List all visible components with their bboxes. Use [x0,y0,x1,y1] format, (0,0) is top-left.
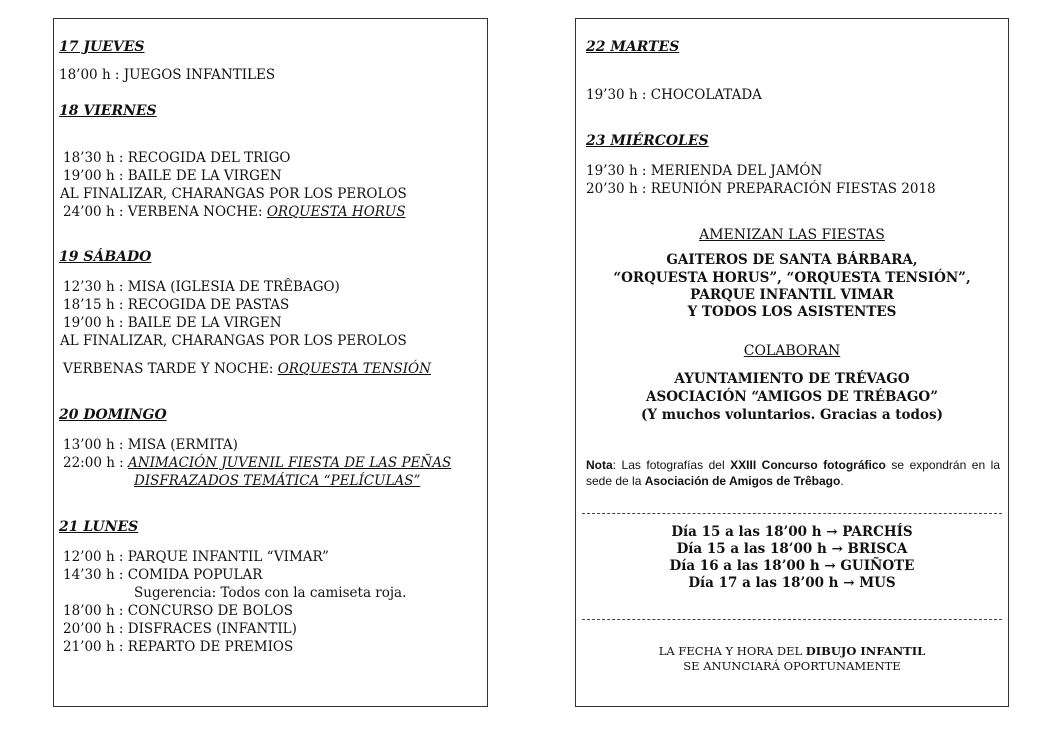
day-title-20: 20 DOMINGO [59,407,167,423]
event-line: 14’30 h : COMIDA POPULAR [63,567,263,583]
nota-label: Nota [586,458,613,472]
amenizan-heading: AMENIZAN LAS FIESTAS [699,227,885,243]
nota-association: Asociación de Amigos de Trêbago [644,474,841,488]
right-page [575,18,1009,707]
event-line: 20’30 h : REUNIÓN PREPARACIÓN FIESTAS 2018 [586,181,936,197]
event-line: 18’15 h : RECOGIDA DE PASTAS [63,297,290,313]
event-time-text: 24’00 h : VERBENA NOCHE: [63,204,267,220]
event-line: 18’30 h : RECOGIDA DEL TRIGO [63,150,291,166]
event-line: 19’30 h : MERIENDA DEL JAMÓN [586,163,823,179]
event-line: 20’00 h : DISFRACES (INFANTIL) [63,621,297,637]
event-line: 13’00 h : MISA (ERMITA) [63,437,238,453]
day-title-23: 23 MIÉRCOLES [586,133,709,149]
event-line: 18’00 h : CONCURSO DE BOLOS [63,603,293,619]
dibujo-line [576,644,1008,658]
day-title-21: 21 LUNES [59,519,139,535]
tournament-line: Día 15 a las 18’00 h → PARCHÍS [671,524,913,540]
colaboran-heading: COLABORAN [743,343,841,359]
event-line [63,204,406,220]
tournament-line: Día 17 a las 18’00 h → MUS [688,575,896,591]
event-line: 12’00 h : PARQUE INFANTIL “VIMAR” [63,549,329,565]
orchestra-name: ORQUESTA HORUS [266,204,406,220]
nota-paragraph [586,457,1000,489]
event-note: Sugerencia: Todos con la camiseta roja. [134,585,407,601]
amenizan-line: GAITEROS DE SANTA BÁRBARA, [666,252,918,268]
amenizan-line: Y TODOS LOS ASISTENTES [687,304,897,320]
colaboran-line: (Y muchos voluntarios. Gracias a todos) [641,407,943,423]
nota-text: se expondrán en la sede de la [586,458,1001,488]
event-line: 18’00 h : JUEGOS INFANTILES [59,67,276,83]
event-text: VERBENAS TARDE Y NOCHE: [63,361,278,377]
event-line: 21’00 h : REPARTO DE PREMIOS [63,639,294,655]
event-line [63,361,431,377]
nota-text: . [840,474,844,488]
day-title-19: 19 SÁBADO [59,249,152,265]
nota-text: : Las fotografías del [612,458,731,472]
event-line [63,455,451,471]
nota-contest: XXIII Concurso fotográfico [730,458,886,472]
colaboran-line: AYUNTAMIENTO DE TRÉVAGO [674,371,910,387]
dashed-divider [582,619,1002,620]
day-title-18: 18 VIERNES [59,103,157,119]
orchestra-name: ORQUESTA TENSIÓN [277,361,431,377]
dibujo-line: SE ANUNCIARÁ OPORTUNAMENTE [683,659,901,673]
amenizan-line: “ORQUESTA HORUS”, “ORQUESTA TENSIÓN”, [613,270,971,286]
tournament-line: Día 15 a las 18’00 h → BRISCA [676,541,908,557]
event-line: AL FINALIZAR, CHARANGAS POR LOS PEROLOS [60,333,407,349]
dashed-divider [582,513,1002,514]
day-title-22: 22 MARTES [586,39,680,55]
event-line: 19’00 h : BAILE DE LA VIRGEN [63,168,282,184]
dibujo-text: LA FECHA Y HORA DEL [658,644,806,658]
event-line: 19’00 h : BAILE DE LA VIRGEN [63,315,282,331]
event-highlight: DISFRAZADOS TEMÁTICA “PELÍCULAS” [134,473,421,489]
event-line: 19’30 h : CHOCOLATADA [586,87,762,103]
tournament-line: Día 16 a las 18’00 h → GUIÑOTE [669,558,915,574]
event-line: AL FINALIZAR, CHARANGAS POR LOS PEROLOS [60,186,407,202]
event-line: 12’30 h : MISA (IGLESIA DE TRÊBAGO) [63,279,340,295]
event-time-text: 22:00 h : [63,455,129,471]
amenizan-line: PARQUE INFANTIL VIMAR [690,287,894,303]
day-title-17: 17 JUEVES [59,39,145,55]
colaboran-line: ASOCIACIÓN “AMIGOS DE TRÉBAGO” [646,389,938,405]
left-page [53,18,488,707]
event-highlight: ANIMACIÓN JUVENIL FIESTA DE LAS PEÑAS [128,455,452,471]
dibujo-highlight: DIBUJO INFANTIL [805,644,926,658]
